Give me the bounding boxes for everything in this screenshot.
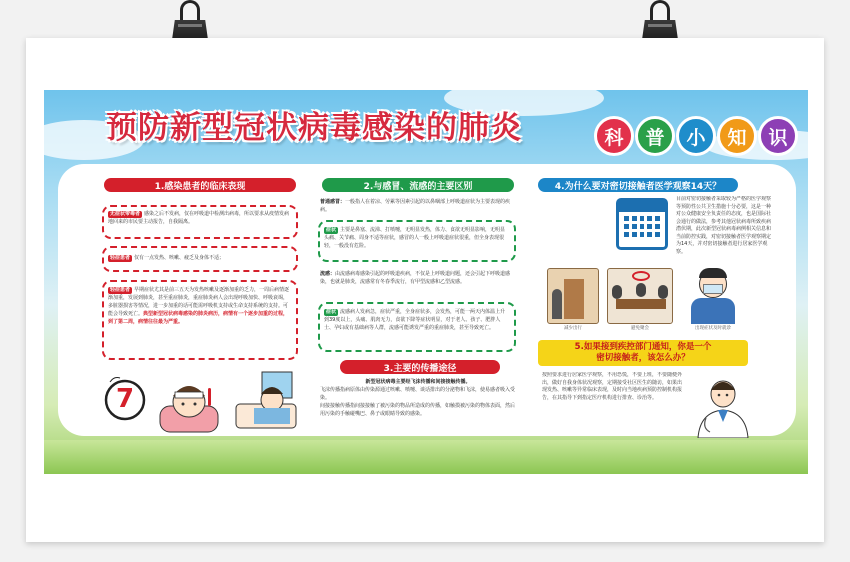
section1-box2-tag: 轻症患者 — [110, 255, 131, 261]
badge-4: 知 — [717, 116, 757, 156]
section1-box3-tag: 轻症患者 — [110, 287, 131, 293]
section1-box1-text — [108, 210, 292, 236]
section3-para1: 飞沫传播指病原体由传染源通过咳嗽、喷嚏、谈话排出的分泌物和飞沫，使易感者吸入受染。 — [320, 387, 516, 401]
badge-row — [594, 116, 798, 156]
poster-title: 预防新型冠状病毒感染的肺炎 — [106, 110, 522, 146]
section5-text — [542, 372, 682, 428]
section5-heading-line1: 5.如果接到疾控部门通知，你是一个 — [574, 342, 712, 352]
section1-heading: 1.感染患者的临床表现 — [104, 178, 296, 192]
poster — [44, 90, 808, 474]
section5-body: 按照要求进行居家医学观察，不用恐慌，不要上班，不要随便外出，做好自我身体状况观察，定期接受社区医生的随访，如果出现发热、咳嗽等异常临床表现，及时向当地疾病预防控制机构报告，在其指导下到指定医疗机构进行排查、诊治等。 — [542, 372, 682, 401]
section2-box2-tag: 症状 — [326, 309, 337, 315]
section2-box1-text — [324, 226, 510, 260]
badge-3: 小 — [676, 116, 716, 156]
flu-body: 由流感病毒感染引起的呼吸道疾病，不仅是上呼吸道问题，还会引起下呼吸道感染，也就是肺炎，流感常有冬春季流行，有甲型流感和乙型流感。 — [320, 271, 511, 285]
section1-box3-bold: 典型新型冠状病毒感染的肺炎病历，病情有一个逐步加重的过程，到了第二周，病情往往最为严重。 — [108, 311, 289, 325]
calendar-icon — [616, 198, 668, 250]
section5-heading — [538, 340, 748, 366]
section2-box2-text — [324, 308, 510, 350]
section3-lead: 新型冠状病毒主要经飞沫传播和间接接触传播。 — [365, 379, 471, 385]
caption-avoid-gathering: 避免聚会 — [631, 326, 649, 331]
sick-child-illustration — [156, 378, 222, 434]
section1-box2-text — [108, 254, 292, 266]
bedridden-patient-illustration — [234, 368, 298, 432]
pic-avoid-gathering — [604, 268, 676, 331]
section4-text — [676, 196, 772, 270]
badge-2: 普 — [635, 116, 675, 156]
section1-box1-body: 感染之后不发病，仅在呼吸道中检测出病毒，所以要求从疫情发病地回来的市民要主动报告，自我隔离。 — [108, 211, 290, 225]
section3-text — [320, 378, 516, 430]
section4-body: 目前对密切接触者采取较为严格的医学观察等预防性公共卫生措施十分必要，这是一种对公众健康安全负责任的态度，也是国际社会通行的做法，参考其他冠状病毒所致疾病潜伏期，此次新型冠状病毒病例相关信息和当前防控实践，对密切接触者医学观察期定为14天，并对密切接触者进行居家医学观察。 — [676, 196, 772, 255]
section1-box3-text — [108, 286, 292, 356]
section2-box2-body: 流感病人发病急，症状严重，全身症状多，会发热，可能一两天内体温上升到39度以上，头痛、肌肉无力，食欲下降等症状明显，对于老人、孩子、肥胖人士、孕妇或有基础病等人群，流感可能诱发严重的重症肺炎，甚至导致死亡。 — [324, 309, 506, 331]
grass-strip — [44, 440, 808, 474]
badge-1: 科 — [594, 116, 634, 156]
section1-box3-body: 早期症状尤其是前三五天为发热咳嗽及逐渐加重的乏力，一周后病情逐渐加重，发展到肺炎，甚至重症肺炎，重症肺炎病人会出现呼吸加快、呼吸衰竭，多脏器损害等情况，进一步加重的话可能需呼吸机支持或生命支持系统的支持。可能会导致死亡。 — [108, 287, 290, 317]
section1-box2-body: 仅有一点发热、咳嗽、疲乏及身体不适； — [134, 255, 225, 261]
section1-box1-tag: 无症状带毒者 — [110, 211, 141, 217]
common-cold-label: 普通感冒： — [320, 199, 346, 205]
caption-reduce-travel: 减少出行 — [564, 326, 582, 331]
section5-heading-line2: 密切接触者，该怎么办？ — [596, 353, 690, 363]
flu-label: 流感： — [320, 271, 336, 277]
section3-para2: 间接接触传播指间接接触了被污染的物品所造成的传播，如触摸被污染的物体表面，然后用污染的手触碰嘴巴、鼻子或眼睛导致的感染。 — [320, 403, 516, 417]
common-cold-body: 一般指人在着凉、劳累等因素引起的以鼻咽部上呼吸道症状为主要表现的疾病。 — [320, 199, 511, 213]
section4-heading: 4.为什么要对密切接触者医学观察14天？ — [538, 178, 738, 192]
caption-seek-care: 出现症状及时就诊 — [695, 326, 731, 331]
calendar-7-illustration — [102, 370, 148, 422]
section2-heading: 2.与感冒、流感的主要区别 — [322, 178, 514, 192]
section2-box1-tag: 症状 — [326, 227, 337, 233]
doctor-illustration — [692, 368, 754, 438]
day-number: 7 — [115, 384, 135, 414]
section2-box1-body: 主要是鼻塞、流涕、打喷嚏，无明显发热，体力、食欲无明显影响，无明显头痛、关节痛、周身不适等症状，感冒的人一般上呼吸道症状很重，但全身表现很轻，一般没有危险。 — [324, 227, 506, 249]
section2-flu-text — [320, 270, 516, 296]
pic-seek-care — [680, 268, 746, 331]
pic-reduce-travel — [544, 268, 602, 331]
badge-5: 识 — [758, 116, 798, 156]
section3-heading: 3.主要的传播途径 — [340, 360, 500, 374]
section2-common-text — [320, 198, 516, 216]
